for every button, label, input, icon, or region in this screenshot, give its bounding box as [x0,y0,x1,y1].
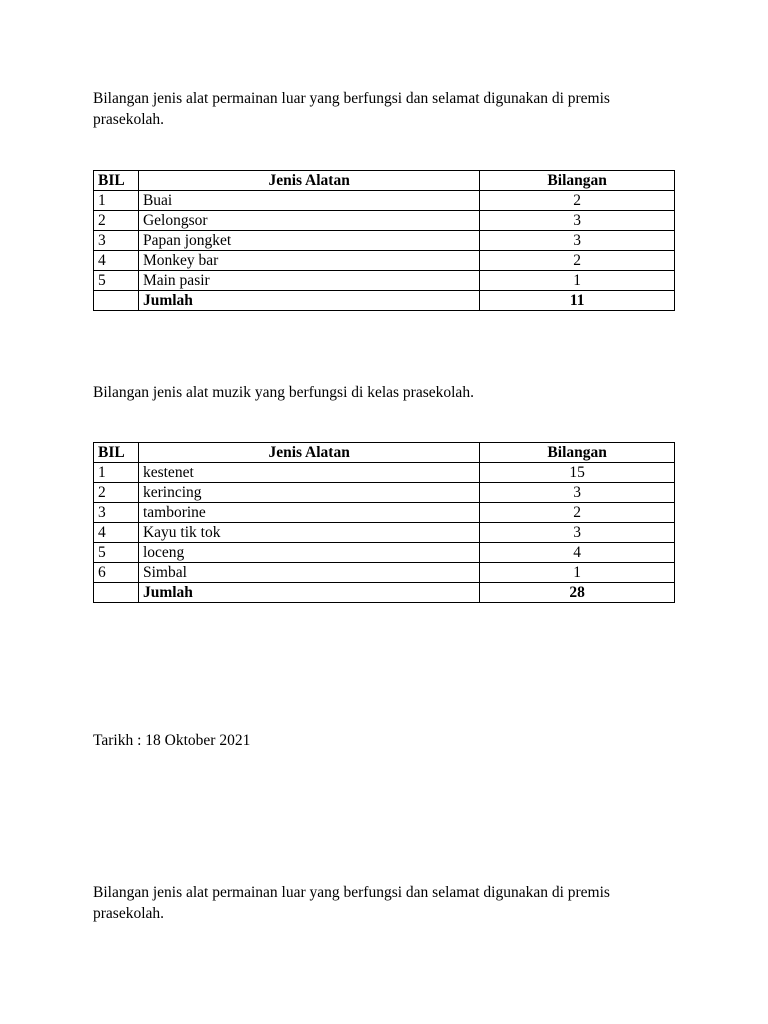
table-row [94,503,675,523]
table-total-row [94,291,675,311]
table-row [94,543,675,563]
cell-bilangan: 15 [480,463,675,483]
cell-bil-empty [94,291,139,311]
table-row [94,563,675,583]
cell-bil: 5 [94,543,139,563]
cell-bil-empty [94,583,139,603]
total-value: 28 [480,583,675,603]
table-row [94,523,675,543]
cell-jenis: kestenet [138,463,479,483]
cell-jenis: Papan jongket [138,231,479,251]
table-row [94,463,675,483]
total-label: Jumlah [138,583,479,603]
cell-jenis: Main pasir [138,271,479,291]
repeated-paragraph-outdoor-equipment: Bilangan jenis alat permainan luar yang berfungsi dan selamat digunakan di premis prasekolah. [93,884,610,922]
cell-jenis: loceng [138,543,479,563]
cell-bil: 6 [94,563,139,583]
table-row [94,251,675,271]
cell-bilangan: 4 [480,543,675,563]
header-bil: BIL [94,171,139,191]
header-bilangan: Bilangan [480,171,675,191]
cell-bil: 5 [94,271,139,291]
cell-bil: 1 [94,463,139,483]
cell-bilangan: 1 [480,271,675,291]
cell-bil: 3 [94,503,139,523]
cell-jenis: Monkey bar [138,251,479,271]
intro-paragraph-music-instruments: Bilangan jenis alat muzik yang berfungsi di kelas prasekolah. [93,384,474,401]
table-row [94,231,675,251]
cell-bilangan: 2 [480,503,675,523]
table-row [94,191,675,211]
cell-jenis: Buai [138,191,479,211]
cell-bil: 4 [94,251,139,271]
cell-bil: 2 [94,211,139,231]
cell-bilangan: 3 [480,231,675,251]
header-bilangan: Bilangan [480,443,675,463]
header-jenis-alatan: Jenis Alatan [138,171,479,191]
outdoor-equipment-table [93,170,675,311]
cell-bil: 4 [94,523,139,543]
cell-bil: 3 [94,231,139,251]
intro-paragraph-outdoor-equipment: Bilangan jenis alat permainan luar yang berfungsi dan selamat digunakan di premis prasekolah. [93,90,610,128]
table-header-row [94,443,675,463]
cell-jenis: Kayu tik tok [138,523,479,543]
header-bil: BIL [94,443,139,463]
table-total-row [94,583,675,603]
cell-bilangan: 3 [480,211,675,231]
total-value: 11 [480,291,675,311]
date-line: Tarikh : 18 Oktober 2021 [93,732,251,749]
total-label: Jumlah [138,291,479,311]
cell-bilangan: 3 [480,483,675,503]
table-header-row [94,171,675,191]
cell-jenis: Gelongsor [138,211,479,231]
cell-jenis: tamborine [138,503,479,523]
cell-bil: 1 [94,191,139,211]
cell-jenis: kerincing [138,483,479,503]
table-row [94,483,675,503]
cell-bilangan: 3 [480,523,675,543]
header-jenis-alatan: Jenis Alatan [138,443,479,463]
table-row [94,271,675,291]
cell-jenis: Simbal [138,563,479,583]
cell-bilangan: 2 [480,191,675,211]
cell-bilangan: 1 [480,563,675,583]
music-instruments-table [93,442,675,603]
cell-bil: 2 [94,483,139,503]
table-row [94,211,675,231]
cell-bilangan: 2 [480,251,675,271]
